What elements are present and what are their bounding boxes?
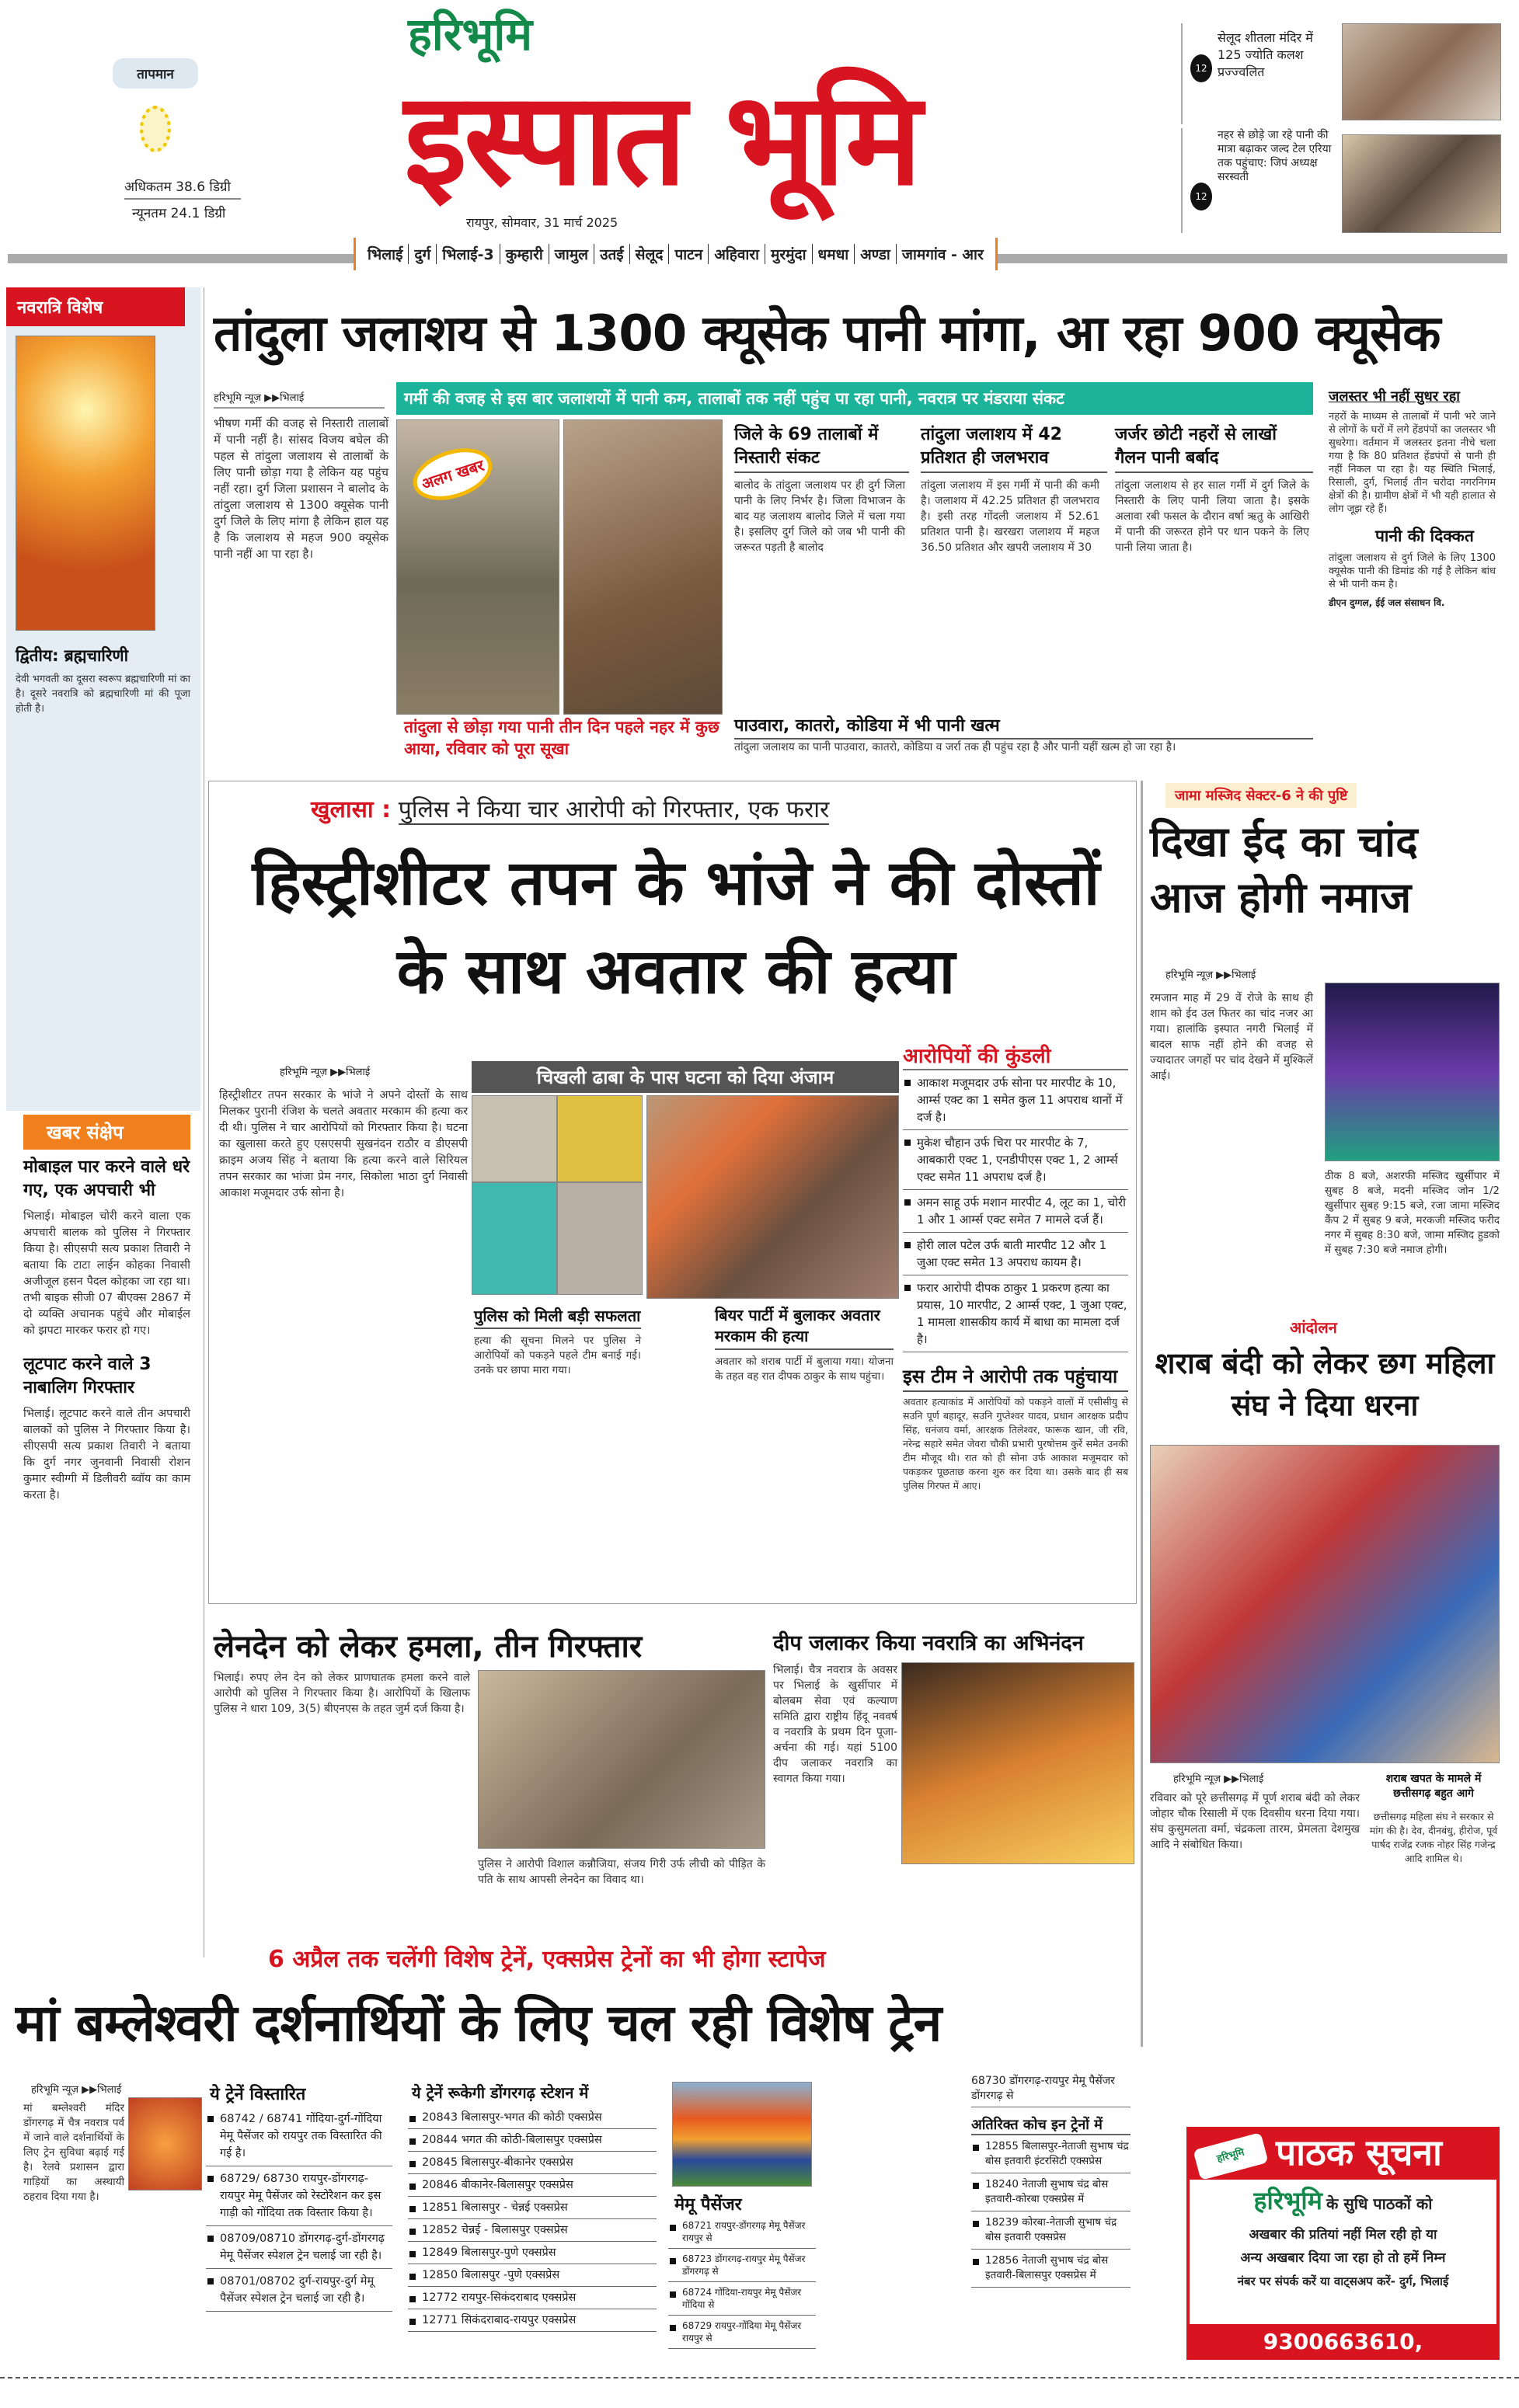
ext-item: 68729/ 68730 रायपुर-डोंगरगढ़-रायपुर मेमू पैसेंजर को रेस्टोरैशन कर इस गाड़ी को गोंदिया तक विस्तार किया है।	[206, 2166, 392, 2226]
coach-title: अतिरिक्त कोच इन ट्रेनों में	[971, 2115, 1131, 2135]
weather-box	[113, 58, 198, 169]
accused-photo	[557, 1095, 643, 1182]
lead-bottom-title[interactable]: पाउवारा, कातरो, कोडिया में भी पानी खत्म	[734, 713, 1313, 739]
ext-item: 08709/08710 डोंगरगढ़-दुर्ग-डोंगरगढ़ मेमू पैसेंजर स्पेशल ट्रेन चलाई जा रही है।	[206, 2226, 392, 2269]
coach-item: 18240 नेताजी सुभाष चंद्र बोस इतवारी-कोरबा एक्सप्रेस में	[971, 2173, 1131, 2211]
notice-body	[1190, 2180, 1496, 2324]
eid-text: रमजान माह में 29 वें रोजे के साथ ही शाम को ईद उल फितर का चांद नजर आ गया। हालांकि इस्पात नगरी भिलाई में बादल साफ नहीं होने की वजह से ज्यादातर जगहों पर चांद देखने में मुश्किलें आई।	[1150, 992, 1313, 1082]
protest-side-title[interactable]: शराब खपत के मामले में छत्तीसगढ़ बहुत आगे	[1385, 1773, 1482, 1800]
sun-icon	[140, 106, 171, 152]
stop-item: 12850 बिलासपुर -पुणे एक्सप्रेस	[408, 2264, 657, 2287]
weather-min: न्यूनतम 24.1 डिग्री	[132, 206, 226, 221]
page-badge: 12	[1190, 183, 1212, 211]
stop-item: 12772 रायपुर-सिकंदराबाद एक्सप्रेस	[408, 2287, 657, 2309]
crime-sub-2-title[interactable]: बियर पार्टी में बुलाकर अवतार मरकाम की हत्या	[715, 1305, 894, 1350]
eid-byline: हरिभूमि न्यूज़ ▶▶भिलाई	[1165, 969, 1256, 981]
mosque-photo	[1325, 983, 1500, 1161]
stop-item: 12771 सिकंदराबाद-रायपुर एक्सप्रेस	[408, 2309, 657, 2332]
stop-title: ये ट्रेनें रूकेगी डोंगरगढ़ स्टेशन में	[412, 2083, 589, 2102]
crime-sub-2-text: अवतार को शराब पार्टी में बुलाया गया। योजना के तहत वह रात दीपक ठाकुर के साथ पहुंचा।	[715, 1355, 894, 1383]
crime-sub-1-text: हत्या की सूचना मिलने पर पुलिस ने आरोपियों को पकड़ने पहले टीम बनाई गई। उनके घर छापा मारा गया।	[474, 1334, 641, 1376]
notice-brand: हरिभूमि	[1253, 2186, 1322, 2215]
lead-sub-3-text: तांदुला जलाशय से हर साल गर्मी में दुर्ग जिले के निस्तारी के लिए पानी लिया जाता है। इसके अलावा रबी फसल के दौरान वर्षा ऋतु के आखिरी में पानी की जरूरत होने पर धान पकने के लिए पानी लिया जाता है।	[1115, 479, 1309, 554]
team-title: इस टीम ने आरोपी तक पहुंचाया	[903, 1363, 1128, 1392]
team-text: अवतार हत्याकांड में आरोपियों को पकड़ने वालों में एसीसीयु से सउनि पूर्ण बहादूर, सउनि गुप्तेश्वर यादव, प्रधान आरक्षक प्रदीप सिंह, धनंजय वर्मा, आरक्षक तिलेश्वर, फारूक खान, जी रवि, नरेन्द्र सहारे समेत जेवरा चौकी प्रभारी पुरषोत्तम कुर्रे समेत उनकी टीम मौजूद थी। रात को ही सोना उर्फ आकाश मजूमदार को पकड़कर पूछताछ करना शुरु कर दिया था। उसके बाद ही सब पुलिस गिरफ्त में आए।	[903, 1396, 1128, 1491]
crime-text: हिस्ट्रीशीटर तपन सरकार के भांजे ने अपने दोस्तों के साथ मिलकर पुरानी रंजिश के चलते अवतार मरकाम की हत्या कर दी थी। पुलिस ने चार आरोपियों को गिरफ्तार किया है। घटना का खुलासा करते हुए एसएसपी सुखनंदन राठौर व डीएसपी क्राइम अजय सिंह ने बताया कि हत्या करने वाले सिरियल तपन सरकार का भांजा प्रेम नगर, सिकोला भाठा दुर्ग निवासी आकाश मजूमदार उर्फ सोना है।	[219, 1089, 468, 1199]
accused-photo	[557, 1182, 643, 1295]
memu-title: मेमू पैसेंजर	[674, 2195, 742, 2215]
attack-text-2: पुलिस ने आरोपी विशाल कन्नौजिया, संजय गिरी उर्फ लीची को पीड़ित के पति के साथ आपसी लेनदेन का विवाद था।	[478, 1858, 765, 1886]
alag-khabar-stamp: अलग खबर	[406, 439, 499, 509]
protest-text: रविवार को पूरे छत्तीसगढ़ में पूर्ण शराब बंदी को लेकर जोहार चौक रिसाली में एक दिवसीय धरना दिया गया। संघ कुसुमलता वर्मा, चंद्रकला तारम, प्रेमलता देशमुख आदि ने संबोधित किया।	[1150, 1792, 1360, 1851]
notice-title: पाठक सूचना	[1276, 2131, 1442, 2173]
lead-intro: भीषण गर्मी की वजह से निस्तारी तालाबों में पानी नहीं है। सांसद विजय बघेल की पहल से तांदुला जलाशय से तालाबों के लिए पानी छोड़ा गया है लेकिन यह पहुंच नहीं रहा। दुर्ग जिला प्रशासन ने बालोद के तांदुला जलाशय से 1300 क्यूसेक पानी दुर्ग जिले के लिए मांगा है लेकिन हाल यह है कि जलाशय से महज 900 क्यूसेक पानी नहीं आ पा रहा है।	[214, 416, 388, 561]
ext-item: 08701/08702 दुर्ग-रायपुर-दुर्ग मेमू पैसेंजर स्पेशल ट्रेन चलाई जा रही है।	[206, 2269, 392, 2312]
stop-item: 12851 बिलासपुर - चेन्नई एक्सप्रेस	[408, 2197, 657, 2219]
notice-line-1: के सुधि पाठकों को	[1326, 2194, 1433, 2213]
lead-sub-2-title[interactable]: तांदुला जलाशय में 42 प्रतिशत ही जलभराव	[921, 423, 1107, 473]
brief-2-text: भिलाई। लूटपाट करने वाले तीन अपचारी बालकों को पुलिस ने गिरफ्तार किया है। सीएसपी सत्य प्रकाश तिवारी ने बताया कि दुर्ग नगर जुनवानी निवासी रोशन कुमार स्वीग्गी में डिलीवरी ब्वॉय का काम करता है।	[23, 1408, 190, 1502]
deep-text: भिलाई। चैत्र नवरात्र के अवसर पर भिलाई के खुर्सीपार में बोलबम सेवा एवं कल्याण समिति द्वारा राष्ट्रीय हिंदू नववर्ष व नवरात्रि के प्रथम दिन पूजा-अर्चना की गई। यहां 5100 दीप जलाकर नवरात्रि का स्वागत किया गया।	[773, 1664, 897, 1785]
brief-2-title[interactable]: लूटपाट करने वाले 3 नाबालिग गिरफ्तार	[23, 1355, 152, 1397]
location-item[interactable]: मुरमुंदा	[765, 244, 813, 264]
crime-sub-2	[715, 1305, 894, 1384]
train-byline: हरिभूमि न्यूज़ ▶▶भिलाई	[31, 2084, 122, 2096]
navratri-panel	[6, 287, 200, 1111]
navratri-text: देवी भगवती का दूसरा स्वरूप ब्रह्मचारिणी मां का है। दूसरे नवरात्रि को ब्रह्मचारिणी मां की पूजा होती है।	[16, 673, 190, 715]
locomotive-photo	[672, 2082, 812, 2187]
kicker-tag: खुलासा :	[311, 796, 392, 823]
coach-column	[971, 2074, 1131, 2288]
attack-headline[interactable]: लेनदेन को लेकर हमला, तीन गिरफ्तार	[214, 1629, 643, 1665]
ext-list	[206, 2107, 392, 2312]
newspaper-roll-icon: हरिभूमि	[1193, 2132, 1268, 2180]
dateline: रायपुर, सोमवार, 31 मार्च 2025	[466, 215, 618, 230]
kundali-item: आकाश मजूमदार उर्फ सोना पर मारपीट के 10, आर्म्स एक्ट का 1 समेत कुल 11 अपराध थानों में दर्ज है।	[903, 1070, 1128, 1130]
weather-label: तापमान	[113, 58, 198, 89]
protest-side-text: छत्तीसगढ़ महिला संघ ने सरकार से मांग की है। देव, दीनबंधु, हीरोज, पूर्व पार्षद राजेंद्र रजक नोहर सिंह गजेन्द्र आदि शामिल थे।	[1369, 1811, 1498, 1864]
memu-item: 68721 रायपुर-डोंगरगढ़ मेमू पैसेंजर रायपुर से	[668, 2215, 816, 2249]
location-item[interactable]: जामगांव - आर	[901, 246, 984, 263]
kundali-item: होरी लाल पटेल उर्फ बाती मारपीट 12 और 1 जुआ एक्ट समेत 13 अपराध कायम है।	[903, 1233, 1128, 1275]
temple-photo	[128, 2097, 202, 2191]
memu-extra: 68730 डोंगरगढ़-रायपुर मेमू पैसेंजर डोंगरगढ़ से	[971, 2074, 1131, 2107]
location-item[interactable]: भिलाई	[362, 244, 409, 264]
lead-side2-title[interactable]: पानी की दिक्कत	[1375, 527, 1474, 545]
kicker-text: पुलिस ने किया चार आरोपी को गिरफ्तार, एक फरार	[398, 796, 830, 823]
brief-1-title[interactable]: मोबाइल पार करने वाले धरे गए, एक अपचारी भी	[23, 1157, 190, 1200]
deep-headline[interactable]: दीप जलाकर किया नवरात्रि का अभिनंदन	[773, 1631, 1084, 1655]
lead-sub-1-text: बालोद के तांदुला जलाशय पर ही दुर्ग जिला पानी के लिए निर्भर है। जिला विभाजन के बाद यह जलाशय बालोद जिले में चला गया है। इसलिए दुर्ग जिले को जब भी पानी की जरूरत पड़ती है बालोद	[734, 479, 905, 554]
kundali-item: मुकेश चौहान उर्फ चिरा पर मारपीट के 7, आबकारी एक्ट 1, एनडीपीएस एक्ट 1, 2 आर्म्स एक्ट समेत 11 अपराध दर्ज है।	[903, 1130, 1128, 1190]
navratri-label: नवरात्रि विशेष	[6, 287, 185, 326]
memu-item: 68723 डोंगरगढ़-रायपुर मेमू पैसेंजर डोंगरगढ़ से	[668, 2249, 816, 2282]
photo-caption: तांदुला से छोड़ा गया पानी तीन दिन पहले नहर में कुछ आया, रविवार को पूरा सूखा	[404, 718, 719, 758]
train-intro: मां बम्लेश्वरी मंदिर डोंगरगढ़ में चैत्र नवरात्र पर्व में जाने वाले दर्शनार्थियों के लिए ट्रेन सुविधा बढ़ाई गई है। रेलवे प्रशासन द्वारा गाड़ियों का अस्थायी ठहराव दिया गया है।	[23, 2102, 124, 2203]
protest-byline: हरिभूमि न्यूज़ ▶▶भिलाई	[1173, 1773, 1264, 1785]
crime-headline[interactable]: हिस्ट्रीशीटर तपन के भांजे ने की दोस्तों के साथ अवतार की हत्या	[252, 847, 1100, 1007]
deep-photo	[901, 1662, 1134, 1864]
canal-photo-2	[563, 419, 723, 715]
brand-logo: हरिभूमि	[408, 8, 533, 61]
accused-photo	[472, 1095, 557, 1182]
masthead-title: इस्पात भूमि	[404, 64, 919, 214]
crime-sub-1-title[interactable]: पुलिस को मिली बड़ी सफलता	[474, 1305, 641, 1329]
stop-item: 20843 बिलासपुर-भगत की कोठी एक्सप्रेस	[408, 2107, 657, 2129]
lead-banner: गर्मी की वजह से इस बार जलाशयों में पानी कम, तालाबों तक नहीं पहुंच पा रहा पानी, नवरात्र पर मंडराया संकट	[396, 382, 1313, 415]
teaser-2[interactable]	[1181, 128, 1500, 233]
weather-max: अधिकतम 38.6 डिग्री	[124, 177, 241, 200]
location-item[interactable]: पाटन	[669, 244, 709, 264]
stop-item: 20846 बीकानेर-बिलासपुर एक्सप्रेस	[408, 2174, 657, 2197]
lead-sub-2-text: तांदुला जलाशय में इस गर्मी में पानी की कमी है। जलाशय में 42.25 प्रतिशत ही जलभराव है। इसी तरह गोंदली जलाशय में 52.61 प्रतिशत पानी है। खरखरा जलाशय में महज 36.50 प्रतिशत और खपरी जलाशय में 30	[921, 479, 1099, 554]
notice-line-2: अखबार की प्रतियां नहीं मिल रही हो या	[1249, 2227, 1437, 2243]
crowd-photo	[646, 1095, 899, 1299]
location-item[interactable]: कुम्हारी	[500, 244, 549, 264]
teaser-1[interactable]	[1181, 23, 1500, 124]
protest-kicker: आंदोलन	[1290, 1318, 1337, 1337]
memu-column	[668, 2192, 816, 2349]
location-item[interactable]: दुर्ग	[409, 244, 437, 264]
lead-sub-3-title[interactable]: जर्जर छोटी नहरों से लाखों गैलन पानी बर्बाद	[1115, 423, 1313, 473]
location-item[interactable]: अहिवारा	[709, 244, 765, 264]
stop-item: 12849 बिलासपुर-पुणे एक्सप्रेस	[408, 2242, 657, 2264]
column-divider	[1141, 781, 1143, 2047]
kundali-item: अमन साहू उर्फ मशान मारपीट 4, लूट का 1, चोरी 1 और 1 आर्म्स एक्ट समेत 7 मामले दर्ज हैं।	[903, 1190, 1128, 1233]
lead-side2-text: तांदुला जलाशय से दुर्ग जिले के लिए 1300 क्यूसेक पानी की डिमांड की गई है लेकिन बांध से भी पानी कम है।	[1329, 552, 1496, 590]
lead-side-column	[1329, 387, 1500, 609]
crime-photo-header: चिखली ढाबा के पास घटना को दिया अंजाम	[472, 1061, 899, 1093]
kundali-column	[903, 1041, 1128, 1493]
kundali-title: आरोपियों की कुंडली	[903, 1041, 1128, 1070]
navratri-title: द्वितीय: ब्रह्मचारिणी	[16, 646, 129, 665]
eid-text-2: ठीक 8 बजे, अशरफी मस्जिद खुर्सीपार में सुबह 8 बजे, मदनी मस्जिद जोन 1/2 खुर्सीपार सुबह 9:15 बजे, रजा जामा मस्जिद कैंप 2 में सुबह 9 बजे, मरकजी मस्जिद फरीद नगर में सुबह 8:30 बजे, जामा मस्जिद हुडको में सुबह 7:30 बजे नमाज होगी।	[1325, 1170, 1500, 1256]
goddess-image	[16, 336, 155, 631]
notice-line-3: अन्य अखबार दिया जा रहा हो तो हमें निम्न	[1240, 2250, 1446, 2266]
reader-notice[interactable]	[1186, 2127, 1500, 2384]
notice-phones[interactable]: 9300663610, 7489348301	[1263, 2329, 1423, 2384]
lead-side-text: नहरों के माध्यम से तालाबों में पानी भरे जाने से लोगों के घरों में लगे हेंडपंपों का जलस्तर भी सुधरेगा। वर्तमान में जलस्तर इतना नीचे चला गया है कि 80 प्रतिशत हेंडपंपों से पानी ही नहीं निकल पा रहा है। यह स्थिति भिलाई, रिसाली, दुर्ग, भिलाई तीन चरोदा नगरनिगम क्षेत्रों की है। ग्रामीण क्षेत्रों में भी यही हालात से लोग जूझ रहे हैं।	[1329, 411, 1496, 515]
notice-line-4: नंबर पर संपर्क करें या वाट्सअप करें- दुर्ग, भिलाई	[1237, 2274, 1449, 2288]
location-item[interactable]: उतई	[594, 244, 630, 264]
teaser-photo	[1342, 23, 1501, 120]
location-item[interactable]: जामुल	[549, 244, 594, 264]
ext-title: ये ट्रेनें विस्तारित	[210, 2085, 306, 2104]
crime-byline: हरिभूमि न्यूज़ ▶▶भिलाई	[280, 1067, 371, 1078]
lead-bottom-text: तांदुला जलाशय का पानी पाउवारा, कातरो, कोडिया व जर्रा तक ही पहुंच रहा है और पानी यहीं खत्म हो जा रहा है।	[734, 741, 1176, 753]
stop-list	[408, 2107, 657, 2332]
lead-side-title[interactable]: जलस्तर भी नहीं सुधर रहा	[1329, 388, 1460, 405]
memu-item: 68729 रायपुर-गोंदिया मेमू पैसेंजर रायपुर से	[668, 2316, 816, 2349]
protest-photo	[1150, 1445, 1500, 1763]
eid-kicker: जामा मस्जिद सेक्टर-6 ने की पुष्टि	[1165, 783, 1357, 808]
location-item[interactable]: धमधा	[813, 244, 855, 264]
crime-kicker	[311, 792, 829, 824]
train-headline[interactable]: मां बम्लेश्वरी दर्शनार्थियों के लिए चल रही विशेष ट्रेन	[16, 1993, 942, 2053]
teaser-text: सेलूद शीतला मंदिर में 125 ज्योति कलश प्रज्ज्वलित	[1218, 30, 1313, 79]
protest-headline[interactable]: शराब बंदी को लेकर छग महिला संघ ने दिया धरना	[1155, 1346, 1495, 1422]
crime-sub-1	[474, 1305, 641, 1378]
ext-item: 68742 / 68741 गोंदिया-दुर्ग-गोंदिया मेमू पैसेंजर को रायपुर तक विस्तारित की गई है।	[206, 2107, 392, 2166]
stop-item: 12852 चेन्नई - बिलासपुर एक्सप्रेस	[408, 2219, 657, 2242]
location-item[interactable]: अण्डा	[855, 244, 897, 264]
train-kicker: 6 अप्रैल तक चलेंगी विशेष ट्रेनें, एक्सप्रेस ट्रेनों का भी होगा स्टापेज	[268, 1946, 826, 1973]
brief-label: खबर संक्षेप	[23, 1115, 190, 1150]
brief-column	[23, 1115, 194, 1504]
page-bottom-rule	[0, 2377, 1519, 2378]
teaser-photo	[1342, 134, 1501, 233]
lead-headline[interactable]: तांदुला जलाशय से 1300 क्यूसेक पानी मांगा, आ रहा 900 क्यूसेक	[214, 305, 1441, 363]
page-badge: 12	[1190, 54, 1212, 82]
location-item[interactable]: भिलाई-3	[437, 244, 500, 264]
location-item[interactable]: सेलूद	[630, 244, 670, 264]
teaser-text: नहर से छोड़े जा रहे पानी की मात्रा बढ़ाकर जल्द टेल एरिया तक पहुंचाए: जिपं अध्यक्ष सरस्वती	[1218, 129, 1332, 183]
coach-item: 12856 नेताजी सुभाष चंद्र बोस इतवारी-बिलासपुर एक्सप्रेस में	[971, 2250, 1131, 2288]
stop-item: 20845 बिलासपुर-बीकानेर एक्सप्रेस	[408, 2152, 657, 2174]
coach-item: 18239 कोरबा-नेताजी सुभाष चंद्र बोस इतवारी एक्सप्रेस	[971, 2211, 1131, 2250]
stop-item: 20844 भगत की कोठी-बिलासपुर एक्सप्रेस	[408, 2129, 657, 2152]
attack-photo	[478, 1670, 765, 1849]
kundali-item: फरार आरोपी दीपक ठाकुर 1 प्रकरण हत्या का प्रयास, 10 मारपीट, 2 आर्म्स एक्ट, 1 जुआ एक्ट, 1 मामला शासकीय कार्य में बाधा का मामला दर्ज है।	[903, 1275, 1128, 1352]
attack-text: भिलाई। रुपए लेन देन को लेकर प्राणघातक हमला करने वाले आरोपी को पुलिस ने गिरफ्तार किया है। आरोपियों के खिलाफ पुलिस ने धारा 109, 3(5) बीएनएस के तहत जुर्म दर्ज किया है।	[214, 1672, 470, 1715]
lead-byline: हरिभूमि न्यूज़ ▶▶भिलाई	[214, 390, 385, 409]
lead-sub-1-title[interactable]: जिले के 69 तालाबों में निस्तारी संकट	[734, 423, 909, 473]
location-bar	[354, 238, 998, 270]
memu-item: 68724 गोंदिया-रायपुर मेमू पैसेंजर गोंदिया से	[668, 2282, 816, 2316]
lead-side2-sign: डीएन दुग्गल, ईई जल संसाधन वि.	[1329, 597, 1445, 608]
accused-photo	[472, 1182, 557, 1295]
coach-item: 12855 बिलासपुर-नेताजी सुभाष चंद्र बोस इतवारी इंटरसिटी एक्सप्रेस	[971, 2135, 1131, 2173]
brief-1-text: भिलाई। मोबाइल चोरी करने वाला एक अपचारी बालक को पुलिस ने गिरफ्तार किया है। सीएसपी सत्य प्रकाश तिवारी ने बताया कि टाटा लाईन कोहका निवासी अजीजूल हसन पैदल कोहका जा रहा था। तभी बाइक सीजी 07 बीएक्स 2867 में दो व्यक्ति अचानक पहुंचे और मोबाईल को झपटा मारकर फरार हो गए।	[23, 1210, 190, 1337]
eid-headline[interactable]: दिखा ईद का चांद आज होगी नमाज	[1150, 817, 1418, 922]
